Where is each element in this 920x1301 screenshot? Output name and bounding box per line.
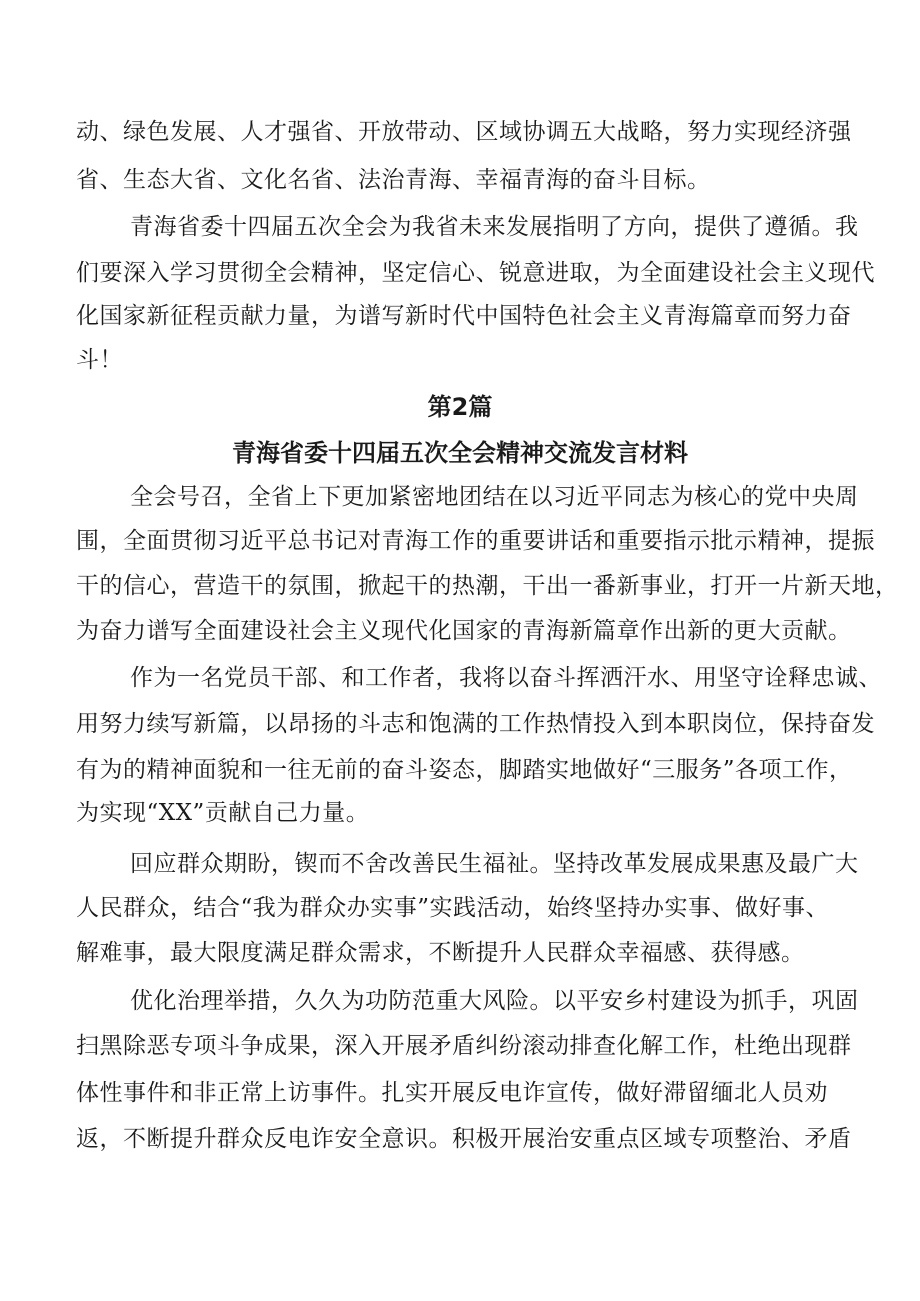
text-line: 们要深入学习贯彻全会精神，坚定信心、锐意进取，为全面建设社会主义现代: [76, 260, 875, 286]
text-line: 作为一名党员干部、和工作者，我将以奋斗挥洒汗水、用坚守诠释忠诚、: [130, 665, 882, 691]
text-line: 用努力续写新篇，以昂扬的斗志和饱满的工作热情投入到本职岗位，保持奋发: [76, 711, 875, 737]
text-line: 青海省委十四届五次全会为我省未来发展指明了方向，提供了遵循。我: [130, 214, 859, 240]
section-title: 青海省委十四届五次全会精神交流发言材料: [232, 439, 688, 467]
text-line: 为实现“XX”贡献自己力量。: [76, 800, 370, 826]
text-line: 优化治理举措，久久为功防范重大风险。以平安乡村建设为抓手，巩固: [130, 988, 859, 1014]
text-line: 回应群众期盼，锲而不舍改善民生福祉。坚持改革发展成果惠及最广大: [130, 851, 859, 877]
text-line: 为奋力谱写全面建设社会主义现代化国家的青海新篇章作出新的更大贡献。: [76, 618, 852, 644]
text-line: 围，全面贯彻习近平总书记对青海工作的重要讲话和重要指示批示精神，提振: [76, 528, 875, 554]
text-line: 有为的精神面貌和一往无前的奋斗姿态，脚踏实地做好“三服务”各项工作，: [76, 757, 853, 783]
text-line: 扫黑除恶专项斗争成果，深入开展矛盾纠纷滚动排查化解工作，杜绝出现群: [76, 1033, 852, 1059]
text-line: 化国家新征程贡献力量，为谱写新时代中国特色社会主义青海篇章而努力奋: [76, 303, 852, 329]
text-line: 动、绿色发展、人才强省、开放带动、区域协调五大战略，努力实现经济强: [76, 119, 852, 145]
text-line: 省、生态大省、文化名省、法治青海、幸福青海的奋斗目标。: [76, 167, 711, 193]
text-line: 斗！: [76, 347, 123, 373]
section-label: 第2篇: [427, 393, 493, 421]
text-line: 返，不断提升群众反电诈安全意识。积极开展治安重点区域专项整治、矛盾: [76, 1126, 852, 1152]
text-line: 干的信心，营造干的氛围，掀起干的热潮，干出一番新事业，打开一片新天地，: [76, 573, 899, 599]
text-line: 解难事，最大限度满足群众需求，不断提升人民群众幸福感、获得感。: [76, 940, 805, 966]
text-line: 体性事件和非正常上访事件。扎实开展反电诈宣传，做好滞留缅北人员劝: [76, 1080, 828, 1106]
text-line: 人民群众，结合“我为群众办实事”实践活动，始终坚持办实事、做好事、: [76, 895, 830, 921]
text-line: 全会号召，全省上下更加紧密地团结在以习近平同志为核心的党中央周: [130, 484, 859, 510]
